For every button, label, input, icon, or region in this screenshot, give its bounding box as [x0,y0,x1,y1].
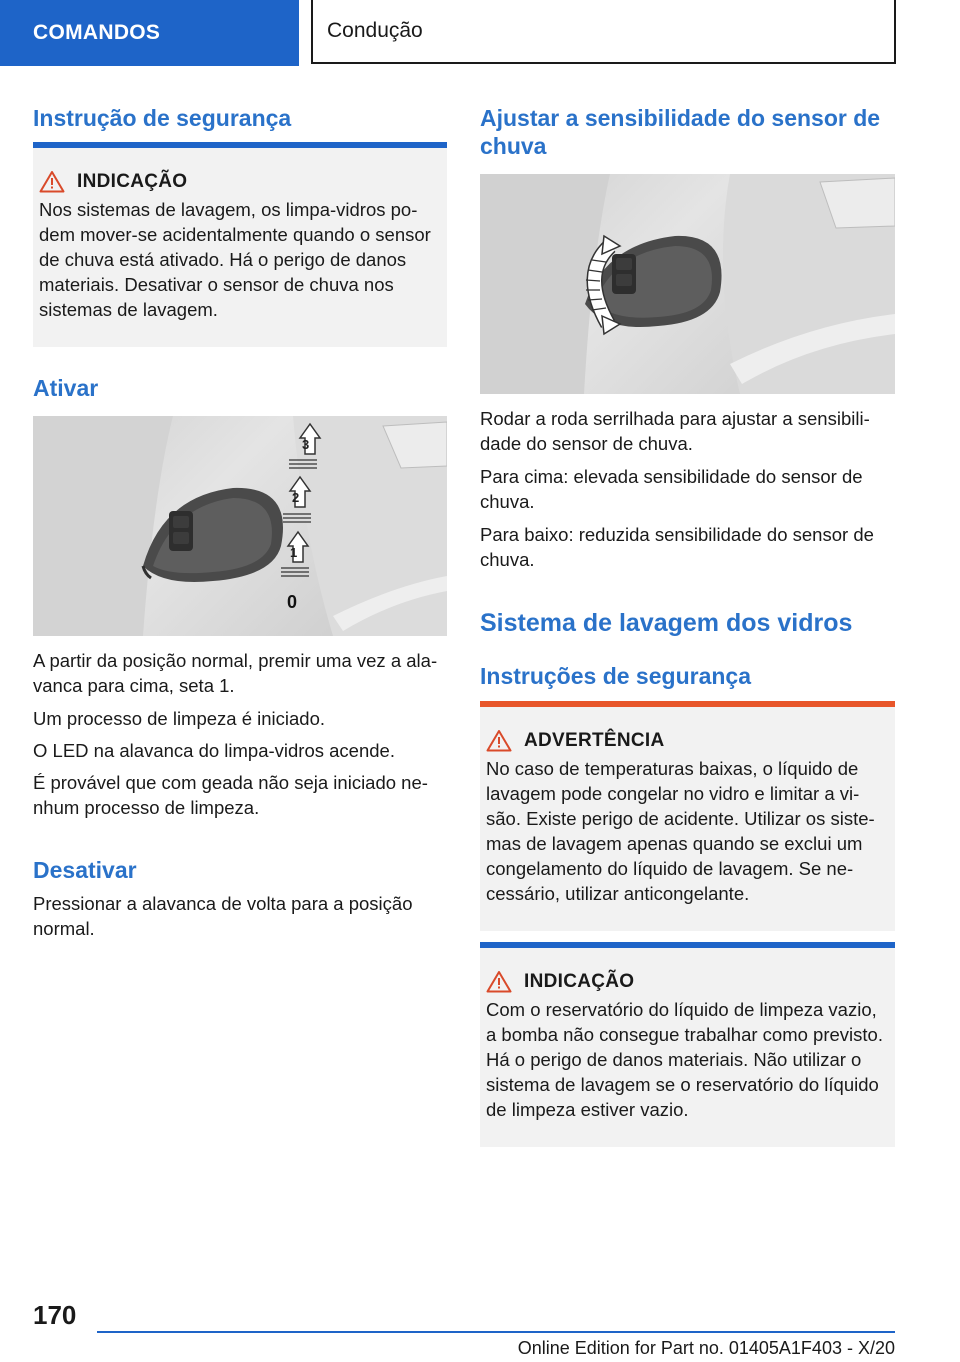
warning-triangle-icon [39,170,65,193]
sensitivity-para-2: Para cima: elevada sensibilidade do sensor de chuva. [480,466,863,512]
warning-header [486,729,887,752]
note-label: INDICAÇÃO [77,170,188,192]
sensitivity-para-1: Rodar a roda serrilhada para ajustar a sensibilidade do sensor de chuva. [480,408,870,454]
sensitivity-para-3: Para baixo: reduzida sensibilidade do sensor de chuva. [480,524,874,570]
footer-edition: Online Edition for Part no. 01405A1F403 - X/20 [517,1338,895,1358]
sensor-wheel-illustration [480,174,895,394]
chapter-tab [311,0,896,64]
arrow-label-3: 3 [302,437,310,452]
arrow-label-2: 2 [292,490,300,505]
note2-header [486,970,887,993]
note-box-indication-2 [480,942,895,1147]
arrow-label-0: 0 [287,592,298,612]
wiper-lever-illustration [33,416,447,636]
arrow-label-1: 1 [290,545,298,560]
activate-para-3: O LED na alavanca do limpa-vidros acende. [33,740,395,761]
note-text: Nos sistemas de lavagem, os limpa-vidros podem mover-se acidentalmente quando o sensor de chuva está ativado. Há o perigo de danos materiais. Desativar o sensor de chuva nos sistemas de lavagem. [39,199,431,320]
section-label: COMANDOS [33,21,161,44]
activate-para-1: A partir da posição normal, premir uma vez a alavanca para cima, seta 1. [33,650,438,696]
warning-text: No caso de temperaturas baixas, o líquido de lavagem pode congelar no vidro e limitar a visão. Existe perigo de acidente. Utilizar os sistemas de lavagem apenas quando se exclui um congelamento do líquido de lavagem. Se necessário, utilizar anticongelante. [486,758,875,904]
washer-title: Sistema de lavagem dos vidros [480,609,853,637]
warning-label: ADVERTÊNCIA [524,729,665,751]
note-header [39,170,439,193]
washer-safety-title: Instruções de segurança [480,663,751,689]
activate-para-2: Um processo de limpeza é iniciado. [33,708,326,729]
note2-label: INDICAÇÃO [524,970,635,992]
sensor-wheel-figure [480,174,895,394]
note2-text: Com o reservatório do líquido de limpeza vazio, a bomba não consegue trabalhar como previsto. Há o perigo de danos materiais. Não utilizar o sistema de lavagem se o reservatório do líquido de limpeza estiver vazio. [486,999,883,1120]
activate-title: Ativar [33,375,99,401]
safety-title: Instrução de segurança [33,105,292,131]
section-tab [0,0,299,66]
warning-triangle-icon [486,970,512,993]
footer-rule [97,1331,895,1333]
deactivate-para: Pressionar a alavanca de volta para a posição normal. [33,893,413,939]
sensitivity-title: Ajustar a sensibilidade do sensor de chuva [480,105,881,159]
page-number: 170 [33,1300,77,1330]
deactivate-title: Desativar [33,857,137,883]
activate-para-4: É provável que com geada não seja iniciado nenhum processo de limpeza. [33,772,428,818]
note-box-indication [33,142,447,347]
warning-box [480,701,895,931]
chapter-label: Condução [327,19,423,42]
warning-triangle-icon [486,729,512,752]
wiper-lever-figure [33,416,447,636]
